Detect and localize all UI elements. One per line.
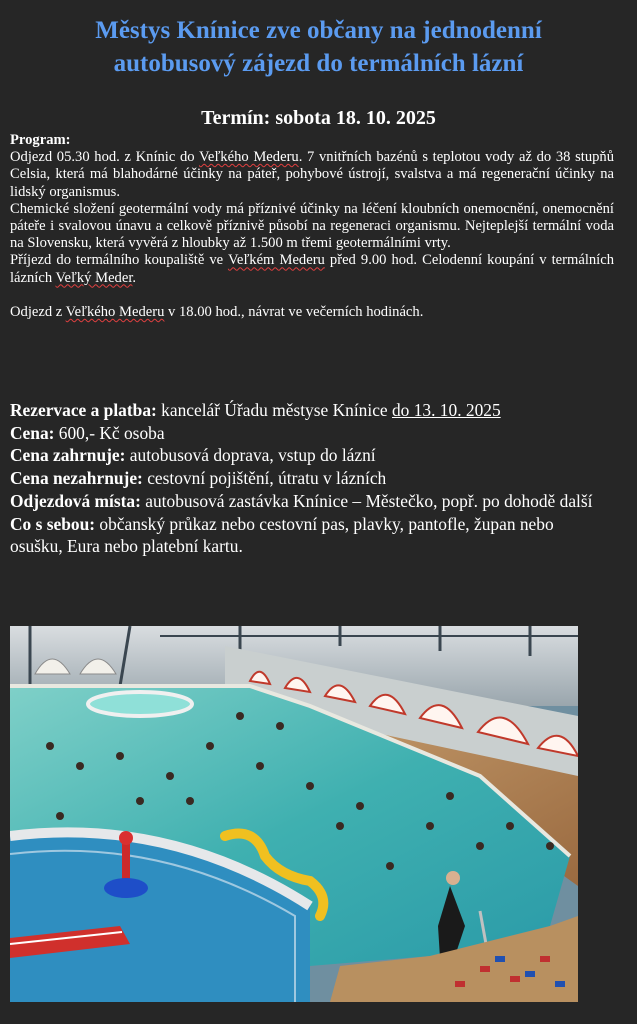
paragraph-text: Příjezd do termálního koupaliště ve	[10, 252, 228, 269]
rezervace-text: kancelář Úřadu městyse Knínice	[156, 400, 392, 420]
event-date: Termín: sobota 18. 10. 2025	[201, 107, 436, 129]
cena-label: Cena:	[10, 422, 55, 443]
paragraph-text: před 9.00 hod. Celodenní koupání v termálních lázních	[10, 252, 614, 286]
zahrnuje-label: Cena zahrnuje:	[10, 445, 126, 466]
rezervace-deadline: do 13. 10. 2025	[391, 400, 501, 420]
title-line-1: Městys Knínice zve občany na jednodenní	[95, 17, 542, 44]
zahrnuje-text: autobusová doprava, vstup do lázní	[125, 445, 376, 466]
program-paragraph-1	[10, 149, 614, 201]
title-line-2: autobusový zájezd do termálních lázní	[113, 50, 524, 77]
place-name-text: Veľký Meder	[55, 269, 133, 286]
rezervace-label: Rezervace a platba:	[10, 400, 157, 420]
place-name-text: Veľkého Mederu	[65, 303, 165, 320]
spacer	[10, 287, 614, 304]
program-paragraph-2: Chemické složení geotermální vody má příznivé účinky na léčení kloubních onemocnění, onemocnění páteře i svalovou únavu a celkově příznivě působí na regeneraci organismu. Nejteplejší termální voda na Slovensku, která vyvěrá z hloubky až 1.500 m třemi geotermálními vrty.	[10, 200, 614, 252]
nezahrnuje-text: cestovní pojištění, útratu v lázních	[142, 468, 387, 489]
paragraph-text: Odjezd z	[10, 303, 66, 320]
info-cena	[10, 422, 610, 445]
place-name-text: Veľkého Mederu	[198, 149, 299, 166]
paragraph-text: . 7 vnitřních bazénů s teplotou vody až do 38 stupňů Celsia, která má blahodárné účinky na páteř, pohybové ústrojí, svalstva a má regenerační účinky na lidský organismus.	[10, 149, 615, 200]
page-title	[0, 14, 637, 80]
program-paragraph-4	[10, 304, 614, 321]
program-section	[10, 132, 614, 321]
info-section	[10, 399, 610, 558]
place-name-text: Veľkém Mederu	[227, 252, 325, 269]
program-heading: Program:	[10, 132, 71, 148]
sebou-text: občanský průkaz nebo cestovní pas, plavky, pantofle, župan nebo osušku, Eura nebo platební kartu.	[10, 513, 554, 557]
info-rezervace	[10, 399, 610, 422]
nezahrnuje-label: Cena nezahrnuje:	[10, 468, 143, 489]
info-co-s-sebou	[10, 513, 610, 558]
cena-text: 600,- Kč osoba	[54, 422, 165, 443]
info-nezahrnuje	[10, 467, 610, 490]
sebou-label: Co s sebou:	[10, 513, 96, 534]
paragraph-text: v 18.00 hod., návrat ve večerních hodinách.	[164, 303, 424, 320]
program-paragraph-3	[10, 252, 614, 286]
info-odjezdova-mista	[10, 490, 610, 513]
paragraph-text: Odjezd 05.30 hod. z Knínic do	[10, 149, 199, 166]
thermal-pool-photo	[10, 626, 578, 1002]
mista-text: autobusová zastávka Knínice – Městečko, popř. po dohodě další	[140, 490, 593, 511]
info-zahrnuje	[10, 444, 610, 467]
paragraph-text: .	[132, 269, 137, 286]
mista-label: Odjezdová místa:	[10, 490, 141, 511]
